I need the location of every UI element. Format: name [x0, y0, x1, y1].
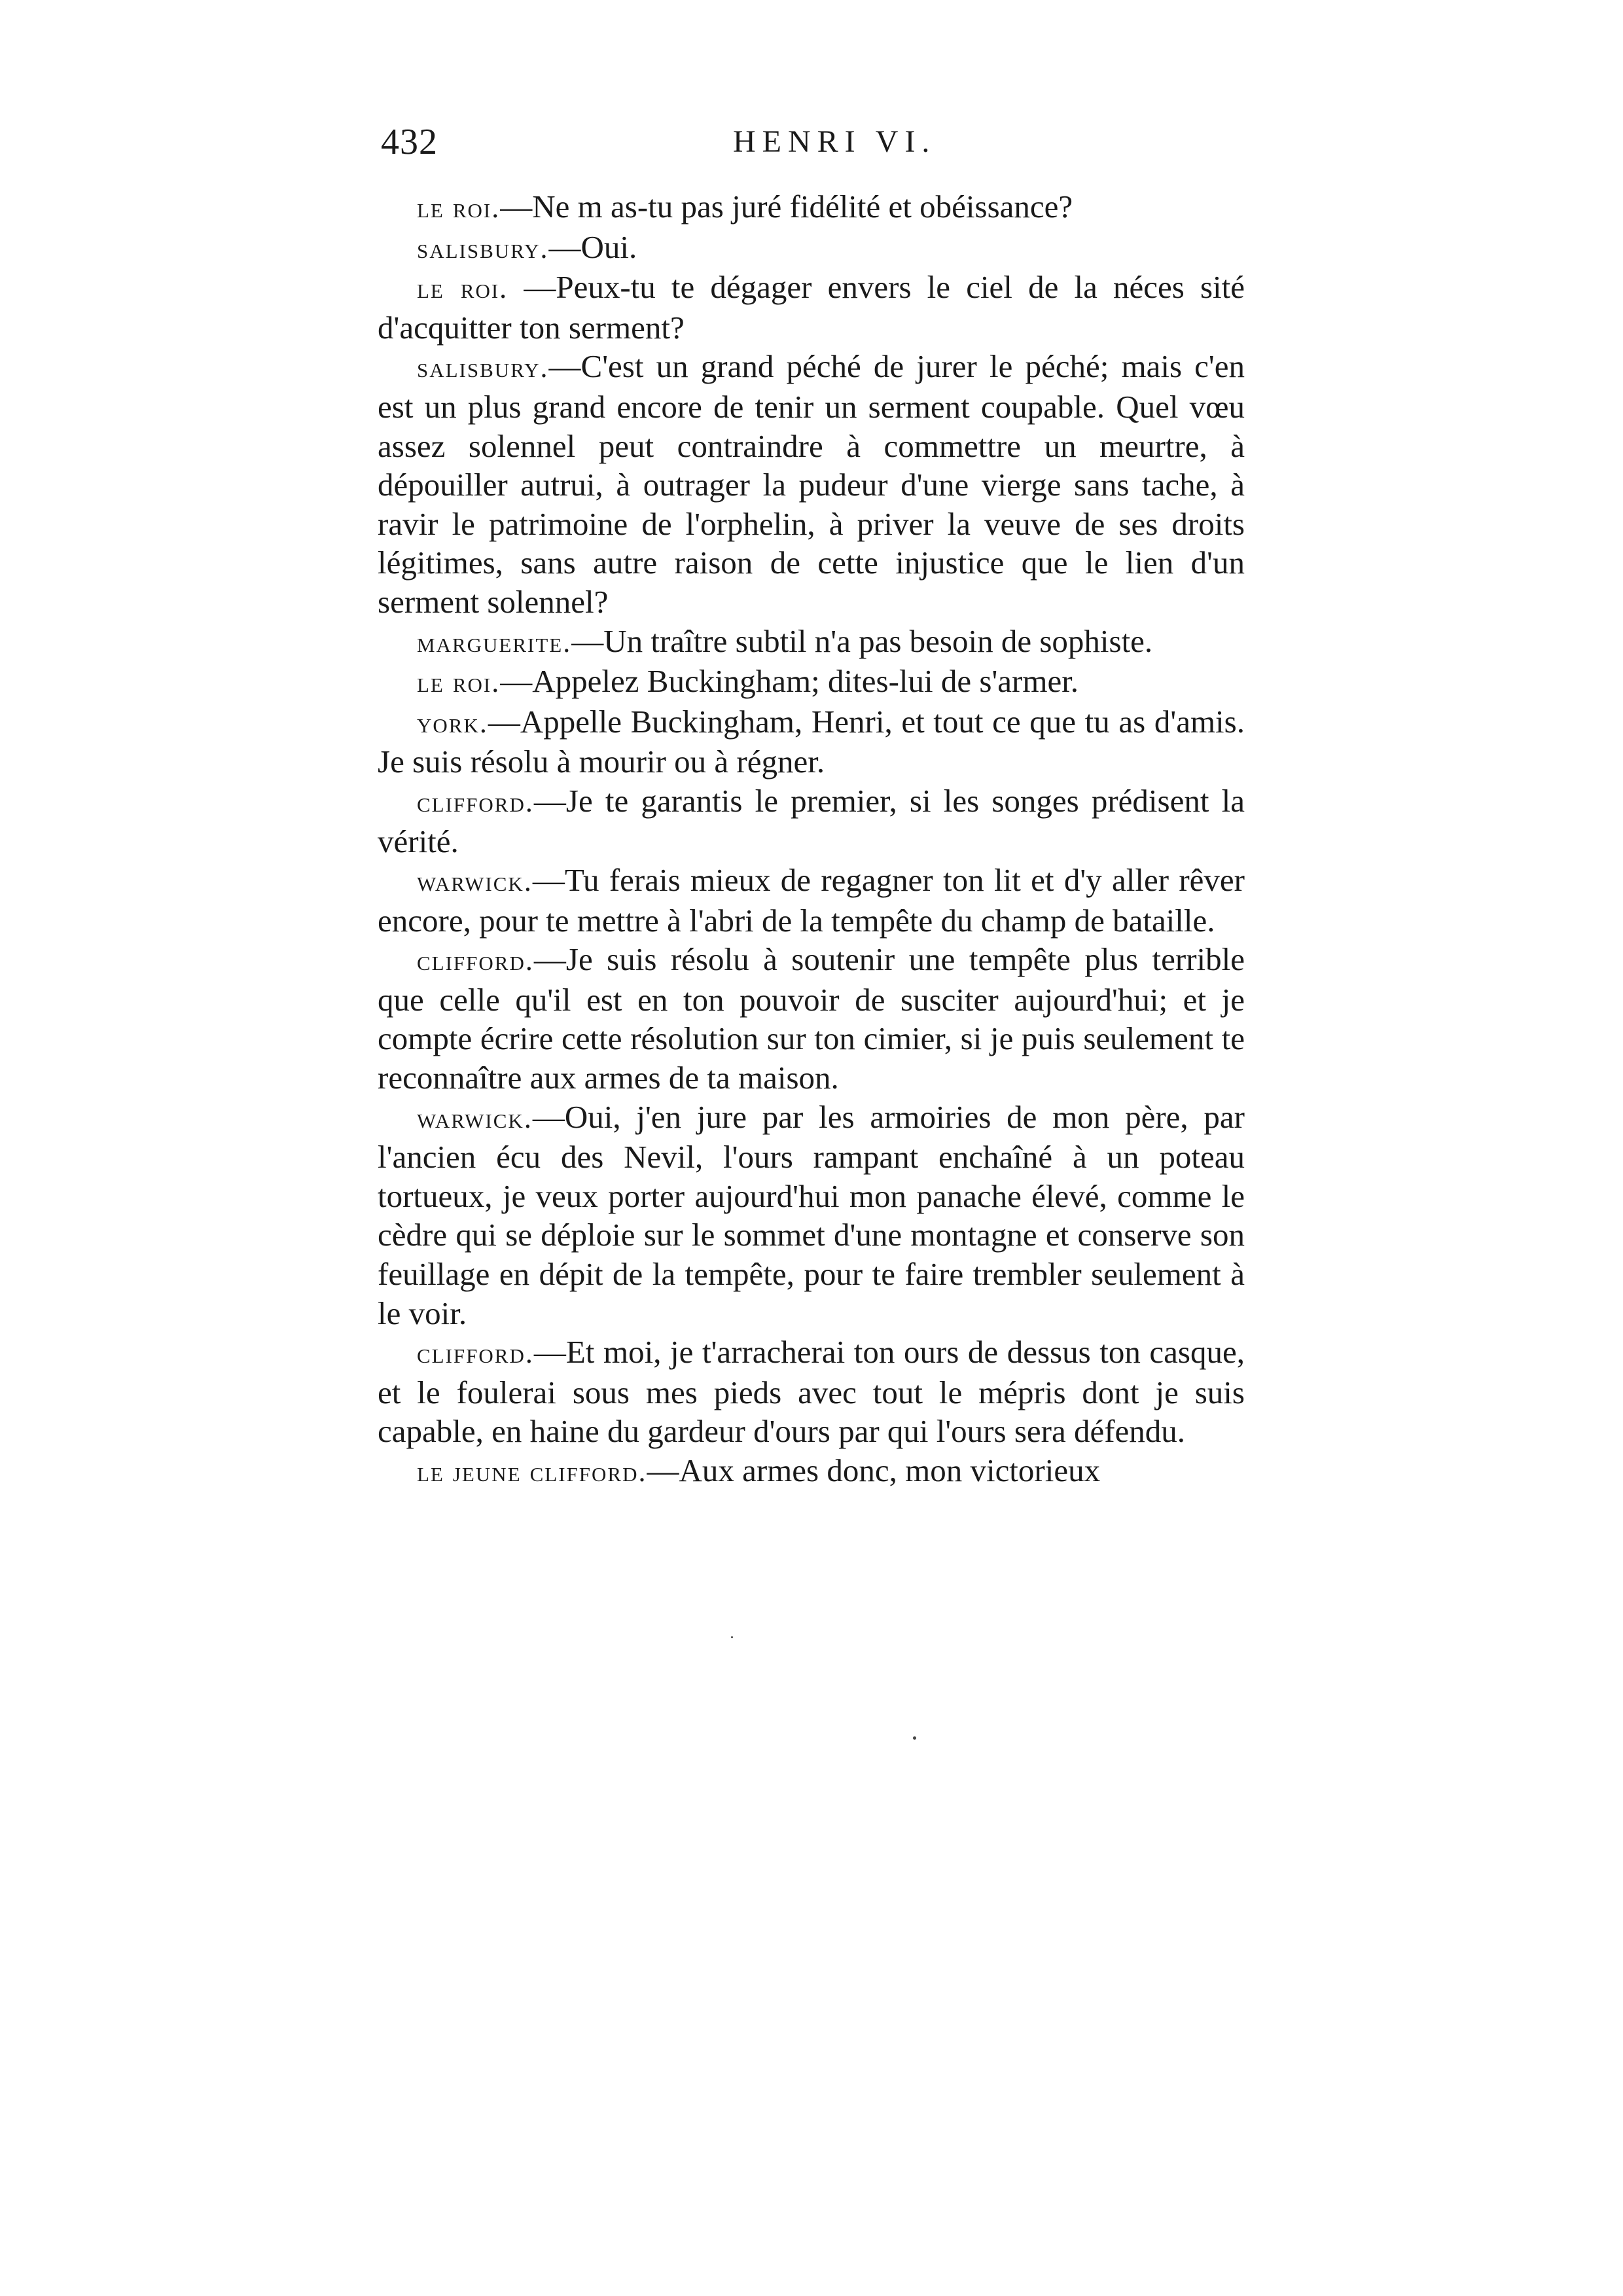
speech-text: —Je suis résolu à soutenir une tempête plus terrible que celle qu'il est en ton pouvoir de susciter aujourd'hui; et je compte écrire cette résolution sur ton cimier, si je puis seulement te reconnaître aux armes de ta maison.: [378, 941, 1245, 1096]
dialogue-paragraph: [378, 228, 1245, 268]
speech-text: —Tu ferais mieux de regagner ton lit et d'y aller rêver encore, pour te mettre à l'abri de la tempête du champ de bataille.: [378, 862, 1245, 939]
speaker-name: salisbury.: [417, 351, 549, 384]
speaker-name: warwick.: [417, 1102, 533, 1134]
speech-text: —Je te garantis le premier, si les songes prédisent la vérité.: [378, 782, 1245, 859]
speaker-name: clifford.: [417, 785, 534, 818]
speaker-name: le jeune clifford.: [417, 1456, 647, 1488]
print-speck: [731, 1636, 733, 1638]
print-speck: [913, 1736, 916, 1740]
speaker-name: clifford.: [417, 944, 534, 977]
dialogue-paragraph: [378, 940, 1245, 1097]
speech-text: —Un traître subtil n'a pas besoin de sophiste.: [571, 622, 1153, 659]
running-title: HENRI VI.: [733, 124, 936, 159]
dialogue-paragraph: [378, 187, 1245, 228]
speech-text: —Peux-tu te dégager envers le ciel de la néces sité d'acquitter ton serment?: [378, 269, 1245, 346]
dialogue-paragraph: [378, 622, 1245, 662]
speech-text: —Ne m as-tu pas juré fidélité et obéissance?: [500, 188, 1073, 224]
speech-text: —Oui.: [548, 228, 637, 265]
speech-text: —Appelle Buckingham, Henri, et tout ce que tu as d'amis. Je suis résolu à mourir ou à régner.: [378, 703, 1245, 780]
page-header: [381, 121, 1245, 173]
page-number: 432: [381, 122, 438, 162]
speaker-name: clifford.: [417, 1337, 534, 1370]
speaker-name: marguerite.: [417, 626, 572, 658]
dialogue-paragraph: [378, 1451, 1245, 1492]
dialogue-paragraph: [378, 702, 1245, 781]
dialogue-paragraph: [378, 1098, 1245, 1333]
speech-text: —Appelez Buckingham; dites-lui de s'armer.: [500, 663, 1079, 700]
speech-text: —C'est un grand péché de jurer le péché; mais c'en est un plus grand encore de tenir un serment coupable. Quel vœu assez solennel peut contraindre à commettre un meurtre, à dépouiller autrui, à outrager la pudeur d'une vierge sans tache, à ravir le patrimoine de l'orphelin, à priver la veuve de ses droits légitimes, sans autre raison de cette injustice que le lien d'un serment solennel?: [378, 348, 1245, 620]
dialogue-paragraph: [378, 781, 1245, 861]
speaker-name: le roi.: [417, 666, 501, 699]
dialogue-paragraph: [378, 1333, 1245, 1451]
dialogue-paragraph: [378, 662, 1245, 702]
speaker-name: salisbury.: [417, 232, 549, 264]
speaker-name: le roi.: [417, 272, 508, 305]
speech-text: —Aux armes donc, mon victorieux: [647, 1452, 1101, 1488]
dialogue-paragraph: [378, 268, 1245, 347]
speech-text: —Oui, j'en jure par les armoiries de mon père, par l'ancien écu des Nevil, l'ours rampant enchaîné à un poteau tortueux, je veux porter aujourd'hui mon panache élevé, comme le cèdre qui se déploie sur le sommet d'une montagne et conserve son feuillage en dépit de la tempête, pour te faire trembler seulement à le voir.: [378, 1098, 1245, 1331]
speaker-name: warwick.: [417, 865, 533, 898]
speaker-name: york.: [417, 706, 488, 739]
dialogue-paragraph: [378, 347, 1245, 621]
dialogue-body: [378, 187, 1245, 1492]
speaker-name: le roi.: [417, 192, 501, 224]
dialogue-paragraph: [378, 861, 1245, 940]
speech-text: —Et moi, je t'arracherai ton ours de dessus ton casque, et le foulerai sous mes pieds avec tout le mépris dont je suis capable, en haine du gardeur d'ours par qui l'ours sera défendu.: [378, 1334, 1245, 1450]
